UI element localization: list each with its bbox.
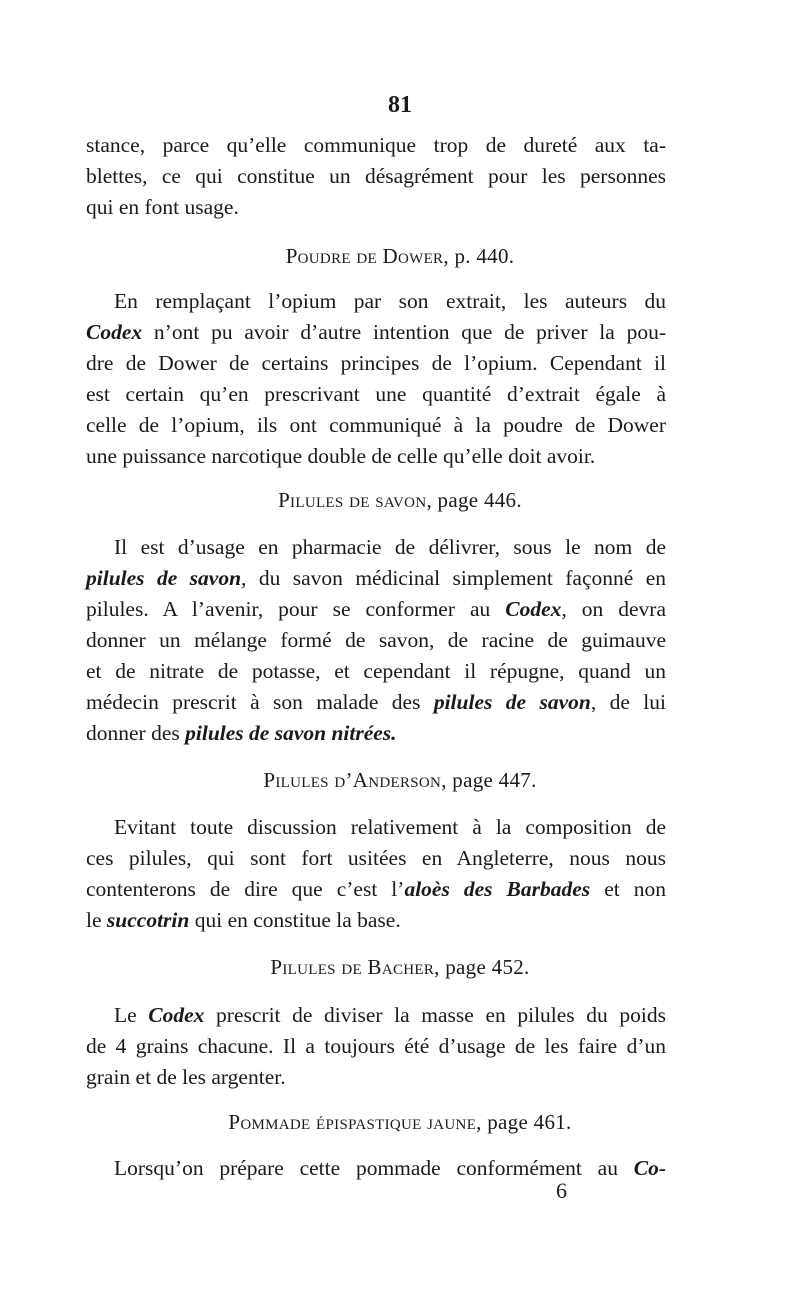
text-run: une puissance narcotique double de celle qu’elle doit avoir. (86, 444, 596, 468)
text-run: prescrit de diviser la masse en pilules du poids (204, 1003, 666, 1027)
heading-page-ref: , page 447. (441, 768, 537, 792)
text-run: est certain qu’en prescrivant une quantité d’extrait égale à (86, 382, 666, 406)
text-run: qui en constitue la base. (189, 908, 401, 932)
section-heading (0, 244, 800, 269)
heading-title: Poudre de Dower (285, 244, 444, 268)
section-heading (0, 955, 800, 980)
text-line (86, 1031, 666, 1062)
text-line (86, 812, 666, 843)
section-heading (0, 488, 800, 513)
text-run: donner des (86, 721, 186, 745)
paragraph (86, 812, 666, 936)
italic-term: Codex (86, 320, 143, 344)
italic-term: Co- (633, 1156, 666, 1180)
heading-title: Pilules de savon (278, 488, 427, 512)
text-line (86, 161, 666, 192)
text-line (86, 348, 666, 379)
text-run: et non (590, 877, 666, 901)
heading-page-ref: , page 461. (476, 1110, 572, 1134)
text-run: médecin prescrit à son malade des (86, 690, 434, 714)
text-line (86, 1062, 666, 1093)
text-line (86, 874, 666, 905)
text-run: le (86, 908, 107, 932)
heading-title: Pilules de Bacher (270, 955, 435, 979)
italic-term: Codex (148, 1003, 205, 1027)
heading-title: Pilules d’Anderson (263, 768, 442, 792)
section-heading (0, 1110, 800, 1135)
text-line (86, 563, 666, 594)
text-run: contenterons de dire que c’est l’ (86, 877, 405, 901)
heading-page-ref: , p. 440. (443, 244, 515, 268)
text-line (86, 1000, 666, 1031)
text-line (86, 718, 666, 749)
text-run: de 4 grains chacune. Il a toujours été d’usage de les faire d’un (86, 1034, 666, 1058)
heading-title: Pommade épispastique jaune (228, 1110, 477, 1134)
text-line (86, 1153, 666, 1184)
heading-page-ref: , page 452. (434, 955, 530, 979)
text-run: celle de l’opium, ils ont communiqué à la poudre de Dower (86, 413, 666, 437)
section-heading (0, 768, 800, 793)
text-run: blettes, ce qui constitue un désagrément pour les personnes (86, 164, 666, 188)
text-line (86, 594, 666, 625)
italic-term: aloès des Barbades (404, 877, 591, 901)
text-line (86, 379, 666, 410)
italic-term: pilules de savon nitrées. (185, 721, 397, 745)
page-number: 81 (388, 92, 412, 118)
text-run: dre de Dower de certains principes de l’opium. Cependant il (86, 351, 666, 375)
text-run: pilules. A l’avenir, pour se conformer au (86, 597, 506, 621)
text-run: grain et de les argenter. (86, 1065, 286, 1089)
text-line (86, 905, 666, 936)
paragraph (86, 1000, 666, 1093)
italic-term: succotrin (106, 908, 190, 932)
italic-term: pilules de savon (86, 566, 242, 590)
paragraph (86, 130, 666, 223)
paragraph (86, 286, 666, 472)
text-line (86, 687, 666, 718)
signature-mark: 6 (556, 1178, 567, 1203)
italic-term: Codex (505, 597, 562, 621)
text-line (86, 410, 666, 441)
text-run: , du savon médicinal simplement façonné en (241, 566, 666, 590)
text-line (86, 286, 666, 317)
text-run: donner un mélange formé de savon, de racine de guimauve (86, 628, 666, 652)
heading-page-ref: , page 446. (426, 488, 522, 512)
paragraph (86, 532, 666, 749)
text-run: qui en font usage. (86, 195, 239, 219)
text-run: , on devra (561, 597, 666, 621)
text-run: Evitant toute discussion relativement à la composition de (114, 815, 666, 839)
text-line (86, 441, 666, 472)
text-run: En remplaçant l’opium par son extrait, les auteurs du (114, 289, 666, 313)
text-run: Lorsqu’on prépare cette pommade conformément au (114, 1156, 634, 1180)
text-line (86, 130, 666, 161)
italic-term: pilules de savon (433, 690, 591, 714)
text-run: , de lui (590, 690, 666, 714)
text-line (86, 317, 666, 348)
text-line (86, 843, 666, 874)
text-line (86, 625, 666, 656)
text-line (86, 192, 666, 223)
text-run: stance, parce qu’elle communique trop de dureté aux ta- (86, 133, 666, 157)
text-run: Le (114, 1003, 149, 1027)
text-run: et de nitrate de potasse, et cependant il répugne, quand un (86, 659, 666, 683)
text-run: n’ont pu avoir d’autre intention que de priver la pou- (142, 320, 666, 344)
paragraph (86, 1153, 666, 1184)
text-run: ces pilules, qui sont fort usitées en Angleterre, nous nous (86, 846, 666, 870)
text-line (86, 656, 666, 687)
text-run: Il est d’usage en pharmacie de délivrer, sous le nom de (114, 535, 666, 559)
text-line (86, 532, 666, 563)
